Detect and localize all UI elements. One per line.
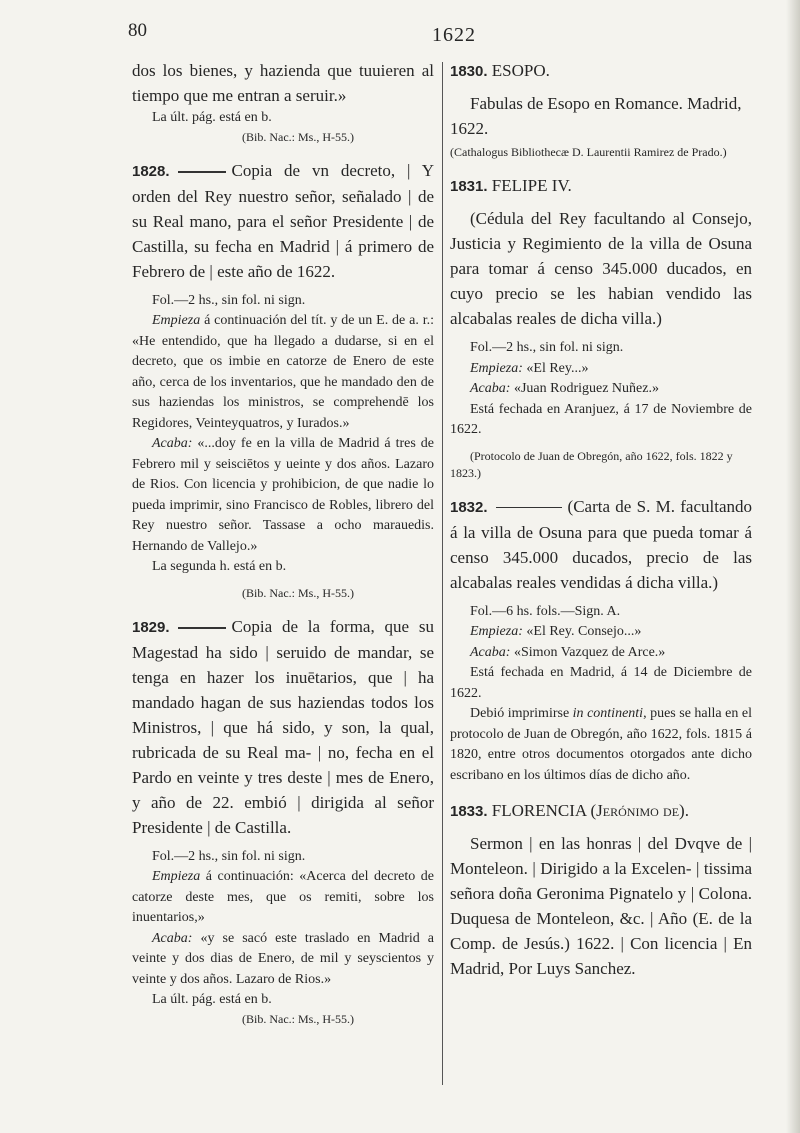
entry-incipit <box>450 359 752 380</box>
entry-author: ESOPO. <box>491 61 550 80</box>
entry-author: FELIPE IV. <box>491 176 572 195</box>
explicit-label: Acaba: <box>152 930 193 946</box>
scan-edge-shadow <box>786 0 800 1133</box>
entry-number: 1828. <box>132 162 170 180</box>
entry-title: (Carta de S. M. facultando á la villa de Osuna para que pueda tomar á censo 345.000 ducados, precio de las alcabalas reales vendidas á dicha villa.) <box>450 496 752 592</box>
entry-incipit <box>132 311 434 434</box>
incipit-label: Empieza <box>152 869 201 884</box>
entry-incipit <box>132 867 434 929</box>
page-number: 80 <box>128 20 147 41</box>
continued-text: dos los bienes, y hazienda que tuuieren al tiempo que me entran a seruir.» <box>132 61 434 105</box>
entry-note: La segunda h. está en b. <box>152 559 287 574</box>
right-column <box>450 58 752 981</box>
entry-number: 1829. <box>132 618 170 636</box>
note-part: Debió imprimirse <box>470 706 573 721</box>
continued-note: La últ. pág. está en b. <box>152 110 272 125</box>
entry-author: FLORENCIA <box>491 801 587 820</box>
incipit-text: á continuación: «Acerca del decreto de catorze deste mes, que os remiti, sobre los inuentarios,» <box>132 869 434 925</box>
entry-collation: Fol.—6 hs. fols.—Sign. A. <box>470 603 621 619</box>
entry-collation: Fol.—2 hs., sin fol. ni sign. <box>470 340 624 355</box>
incipit-label: Empieza <box>152 313 201 328</box>
entry-1831 <box>450 173 752 482</box>
explicit-label: Acaba: <box>470 381 511 396</box>
entry-reference: (Cathalogus Bibliothecæ D. Laurentii Ramirez de Prado.) <box>450 145 727 159</box>
dash-rule <box>178 627 226 629</box>
entry-1830 <box>450 58 752 161</box>
explicit-label: Acaba: <box>152 436 193 451</box>
entry-number: 1830. <box>450 63 488 80</box>
entry-date: Está fechada en Madrid, á 14 de Diciembre de 1622. <box>450 665 752 701</box>
note-part: , pues se halla en el protocolo de Juan de Obregón, año 1622, fols. 1815 á 1820, entre otros documentos otorgados ante dicho escribano en los últimos días de dicho año. <box>450 706 752 783</box>
entry-reference: (Protocolo de Juan de Obregón, año 1622, fols. 1822 y 1823.) <box>450 448 733 480</box>
entry-explicit <box>132 929 434 991</box>
entry-author-first-name: (Jerónimo de). <box>590 801 689 820</box>
entry-title: Copia de la forma, que su Magestad ha sido | seruido de mandar, se tenga en hazer los inuētarios, que | ha mandado hagan de sus haziendas todos los Ministros, | que há sido, y son, la qual, rubricada de su Real ma- | no, fecha en el Pardo en veinte y tres deste | mes de Enero, y año de 22. embió | dirigida al señor Presidente | de Castilla. <box>132 616 434 837</box>
entry-incipit <box>450 622 752 643</box>
entry-date: Está fechada en Aranjuez, á 17 de Noviembre de 1622. <box>450 401 752 437</box>
entry-title: Sermon | en las honras | del Dvqve de | Monteleon. | Dirigido a la Excelen- | tissima señora doña Geronima Pignatelo y | Colona. Duquesa de Monteleon, &c. | Año (E. de la Comp. de Jesús.) 1622. | Con licencia | En Madrid, Por Luys Sanchez. <box>450 834 752 978</box>
continued-reference: (Bib. Nac.: Ms., H-55.) <box>242 129 354 144</box>
dash-rule <box>496 507 562 508</box>
entry-1828 <box>132 158 434 602</box>
entry-title: (Cédula del Rey facultando al Consejo, Justicia y Regimiento de la villa de Osuna para tomar á censo 345.000 ducados, en cuyo precio se les habian vendido las alcabalas reales de dicha villa.) <box>450 209 752 328</box>
explicit-text: «...doy fe en la villa de Madrid á tres de Febrero mil y seisciētos y ueinte y dos años. Lazaro de Rios. Con licencia y prohibicion, de que nadie lo pueda imprimir, sino Francisco de Robles, librero del Rey nuestro señor. Tassase a ocho marauedis. Hernando de Vallejo.» <box>132 436 434 554</box>
entry-number: 1831. <box>450 178 488 195</box>
entry-collation: Fol.—2 hs., sin fol. ni sign. <box>152 848 306 864</box>
entry-title: Fabulas de Esopo en Romance. Madrid, 1622. <box>450 94 742 138</box>
entry-1829 <box>132 614 434 1028</box>
incipit-text: «El Rey...» <box>522 360 589 376</box>
entry-reference: (Bib. Nac.: Ms., H-55.) <box>242 1011 354 1026</box>
incipit-text: á continuación del tít. y de un E. de a. r.: «He entendido, que ha llegado a dudarse, si en el decreto, que os imbie en catorze de Enero de este año, cerca de los inventarios, que he mandado den de sus haziendas los ministros, se comprehendē los Regidores, Veinteyquatros, y Iurados.» <box>132 313 434 431</box>
dash-rule <box>178 171 226 173</box>
incipit-label: Empieza: <box>470 624 523 639</box>
entry-explicit <box>450 643 752 664</box>
incipit-label: Empieza: <box>470 360 523 376</box>
entry-number: 1833. <box>450 803 488 820</box>
entry-explicit <box>132 434 434 557</box>
entry-title: Copia de vn decreto, | Y orden del Rey nuestro señor, señalado | de su Real mano, para el señor Presidente | de Castilla, su fecha en Madrid | á primero de Febrero de | este año de 1622. <box>132 160 434 281</box>
entry-reference: (Bib. Nac.: Ms., H-55.) <box>242 585 354 600</box>
entry-note: La últ. pág. está en b. <box>152 992 272 1007</box>
entry-1833 <box>450 798 752 981</box>
entry-collation: Fol.—2 hs., sin fol. ni sign. <box>152 292 306 308</box>
note-italic: in continenti <box>572 706 644 721</box>
entry-note <box>450 704 752 786</box>
column-divider <box>442 62 443 1085</box>
running-head-year: 1622 <box>432 24 476 46</box>
entry-explicit <box>450 379 752 400</box>
explicit-text: «y se sacó este traslado en Madrid a veinte y dos dias de Enero, de mil y seyscientos y veinte y dos años. Lazaro de Rios.» <box>132 930 434 987</box>
entry-number: 1832. <box>450 498 488 516</box>
entry-1832 <box>450 494 752 787</box>
explicit-label: Acaba: <box>470 644 511 660</box>
explicit-text: «Simon Vazquez de Arce.» <box>510 644 666 660</box>
incipit-text: «El Rey. Consejo...» <box>522 624 642 639</box>
explicit-text: «Juan Rodriguez Nuñez.» <box>510 381 659 396</box>
left-column <box>132 58 434 1028</box>
